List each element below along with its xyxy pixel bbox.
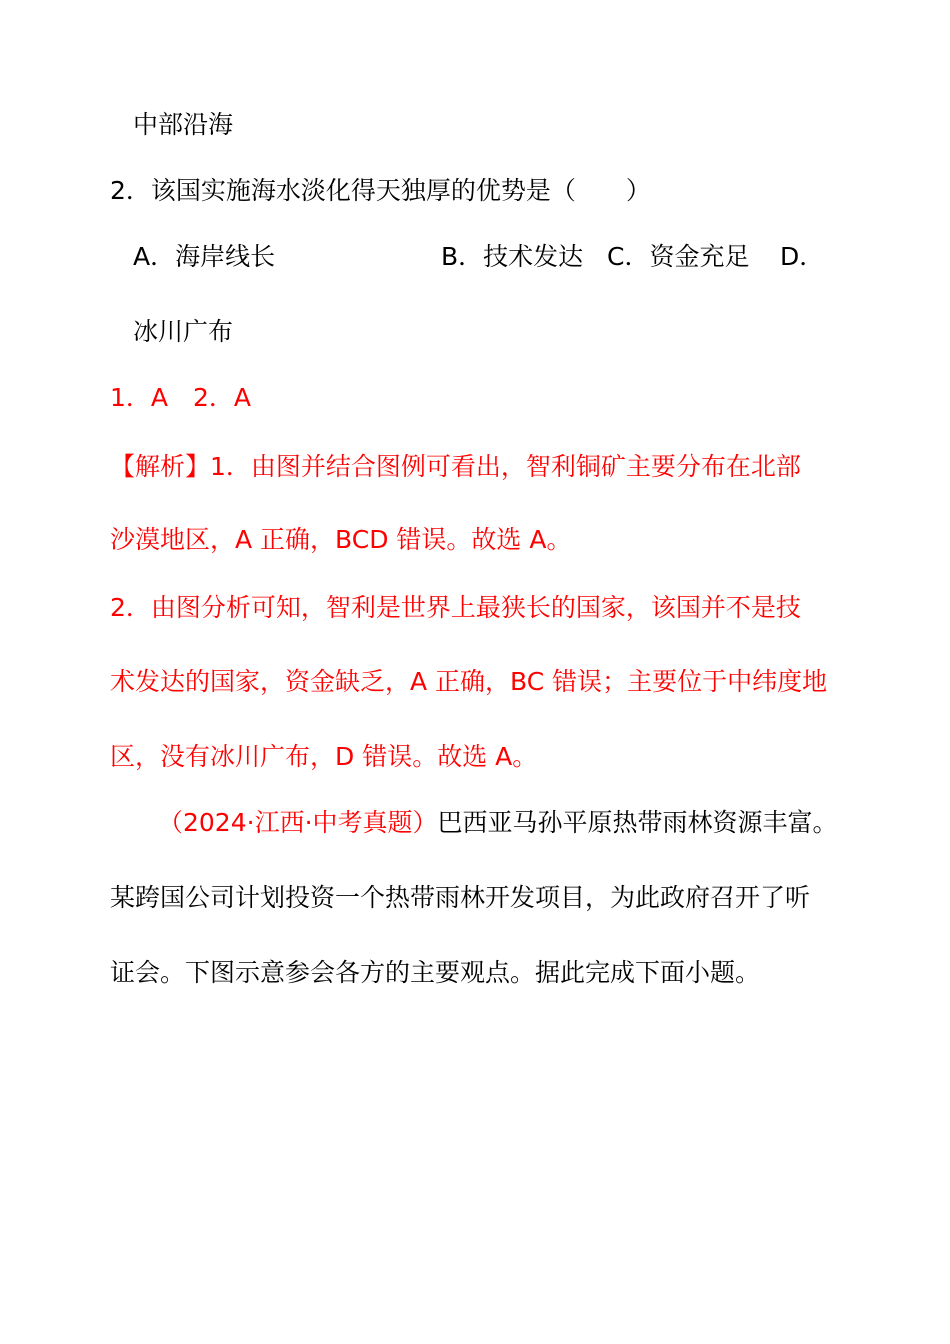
- prev-option-continuation: 中部沿海: [133, 110, 234, 139]
- question-2-options: [0, 241, 950, 273]
- option-c: C．资金充足: [607, 242, 750, 271]
- option-d: D．: [780, 242, 825, 271]
- option-a: A．海岸线长: [133, 242, 276, 271]
- passage-line-1: [158, 807, 838, 839]
- question-2-stem: 2．该国实施海水淡化得天独厚的优势是（ ）: [110, 176, 651, 205]
- passage-text-1: 巴西亚马孙平原热带雨林资源丰富。: [437, 808, 838, 837]
- passage-line-3: 证会。下图示意参会各方的主要观点。据此完成下面小题。: [110, 958, 761, 987]
- explanation-2-line-2: 术发达的国家，资金缺乏，A 正确，BC 错误；主要位于中纬度地: [110, 667, 828, 696]
- explanation-2-line-3: 区，没有冰川广布，D 错误。故选 A。: [110, 742, 538, 771]
- explanation-2-line-1: 2．由图分析可知，智利是世界上最狭长的国家，该国并不是技: [110, 593, 801, 622]
- passage-line-2: 某跨国公司计划投资一个热带雨林开发项目，为此政府召开了听: [110, 883, 811, 912]
- option-d-continuation: 冰川广布: [133, 317, 234, 346]
- source-tag: （2024·江西·中考真题）: [158, 808, 438, 837]
- answer-key: 1．A 2．A: [110, 383, 252, 412]
- explanation-1-line-1: 【解析】1．由图并结合图例可看出，智利铜矿主要分布在北部: [110, 452, 801, 481]
- option-b: B．技术发达: [441, 242, 584, 271]
- explanation-1-line-2: 沙漠地区，A 正确，BCD 错误。故选 A。: [110, 525, 572, 554]
